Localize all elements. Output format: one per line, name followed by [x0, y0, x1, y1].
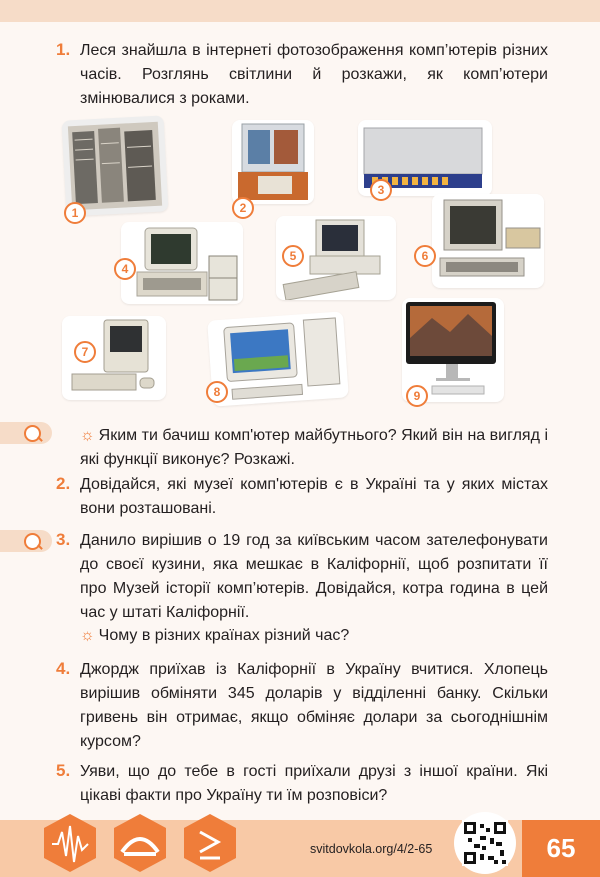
footer-url[interactable]: svitdovkola.org/4/2-65: [310, 842, 433, 856]
task-5-text: Уяви, що до тебе в гості приїхали друзі з іншої країни. Які цікаві факти про Україну ти їм розповіси?: [80, 763, 548, 804]
task-1-number: 1.: [56, 40, 71, 59]
sun-icon: ☼: [80, 627, 95, 644]
qr-code-icon: [462, 820, 508, 866]
apple-ii-icon: [121, 222, 243, 304]
compare-sign-icon: [184, 814, 236, 872]
magnifier-icon: [24, 425, 41, 442]
task-5-number: 5.: [56, 761, 71, 780]
computer-photo-6: [432, 194, 544, 288]
cabinet-computer-icon: [232, 120, 314, 204]
task-3-number: 3.: [56, 530, 71, 549]
sound-wave-icon: [44, 814, 96, 872]
task-4-text: Джордж приїхав із Каліфорнії в Україну вчитися. Хлопець вирішив обміняти 345 доларів у відділенні банку. Скільки гривень він отримає, якщо обміняє долари за сьогоднішнім курсом?: [80, 661, 548, 750]
page-number: 65: [522, 820, 600, 877]
photo-badge-5: 5: [282, 245, 304, 267]
photo-badge-2: 2: [232, 197, 254, 219]
task-3-text: Данило вирішив о 19 год за київським часом зателефонувати до своєї кузини, яка мешкає в Каліфорнії, щоб розпитати її про Музей історії комп’ютерів. Довідайся, котра година в цей час у штаті Каліфорнії.: [80, 532, 548, 621]
magnifier-icon: [24, 533, 41, 550]
top-stripe: [0, 0, 600, 22]
task-1-text: Леся знайшла в інтернеті фотозображення комп’ютерів різних часів. Розглянь світлини й розкажи, як комп’ютери змінювалися з роками.: [80, 42, 548, 107]
photo-badge-1: 1: [64, 202, 86, 224]
research-marker-1: [0, 422, 52, 444]
task-2-number: 2.: [56, 474, 71, 493]
computer-photo-8: [207, 311, 349, 406]
photo-badge-8: 8: [206, 381, 228, 403]
task-2-text: Довідайся, які музеї комп'ютерів є в Україні та у яких містах вони розташовані.: [80, 476, 548, 517]
photo-badge-7: 7: [74, 341, 96, 363]
photo-badge-9: 9: [406, 385, 428, 407]
research-marker-2: [0, 530, 52, 552]
task-3-sub-question: ☼ Чому в різних країнах різний час?: [80, 627, 350, 644]
computer-photo-4: [121, 222, 243, 304]
bridge-icon: [114, 814, 166, 872]
photo-badge-6: 6: [414, 245, 436, 267]
subject-hex-icons: [42, 812, 252, 876]
computer-photo-2: [232, 120, 314, 204]
sun-icon: ☼: [80, 427, 95, 444]
task-4-number: 4.: [56, 659, 71, 678]
desktop-pc-icon: [207, 311, 349, 406]
task-1-sub-question: ☼ Яким ти бачиш комп'ютер майбутнього? Який він на вигляд і які функції виконує? Розкажі.: [80, 427, 548, 468]
qr-code[interactable]: [454, 812, 516, 874]
photo-badge-3: 3: [370, 179, 392, 201]
photo-badge-4: 4: [114, 258, 136, 280]
personal-computer-icon: [432, 194, 544, 288]
